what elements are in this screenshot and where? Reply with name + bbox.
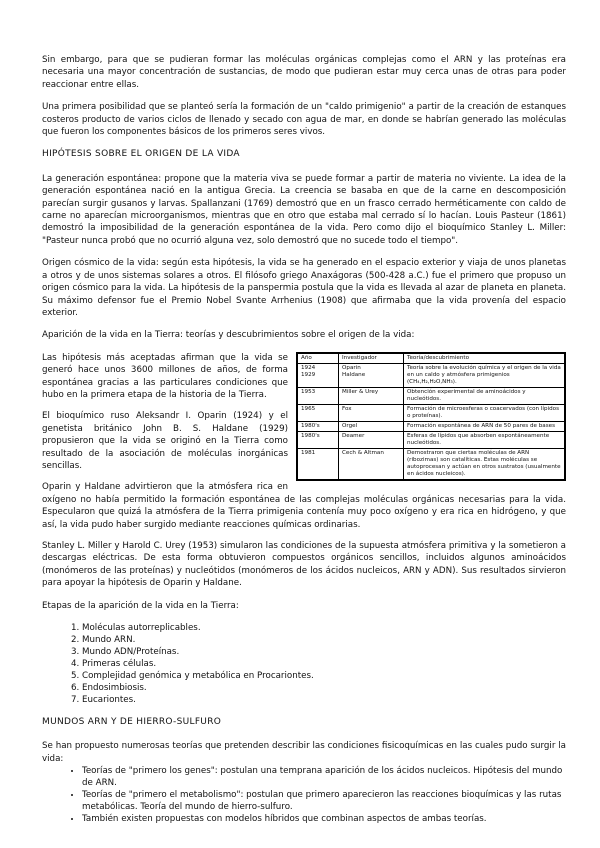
table-cell: Orgel [339, 421, 404, 431]
paragraph: Se han propuesto numerosas teorías que pretenden describir las condiciones fisicoquímicas en las cuales pudo surgir la vida: [42, 741, 566, 764]
table-cell: Esferas de lípidos que absorben espontáneamente nucleótidos. [404, 431, 565, 448]
paragraph: La generación espontánea: propone que la materia viva se puede formar a partir de materia no viviente. La idea de la generación espontánea nació en la antigua Grecia. La creencia se basaba en que de la carne en descomposición parecían surgir gusanos y larvas. Spallanzani (1769) demostró que en un frasco cerrado herméticamente con caldo de carne no aparecían microorganismos, mientras que en otro que estaba mal cerrado sí lo hacían. Louis Pasteur (1861) demostró la imposibilidad de la generación espontánea de la vida. Pero como dijo el bioquímico Stanley L. Miller: "Pasteur nunca probó que no ocurrió alguna vez, solo demostró que no sucede todo el tiempo". [42, 173, 566, 246]
table-cell: Obtención experimental de aminoácidos y nucleótidos. [404, 387, 565, 404]
stages-list [42, 622, 566, 706]
table-header-cell: Año [298, 353, 339, 363]
list-item: • También existen propuestas con modelos híbridos que combinan aspectos de ambas teorías. [82, 813, 566, 825]
table-row [298, 448, 565, 479]
table-cell: Teoría sobre la evolución química y el origen de la vida en un caldo y atmósfera primigenios (CH₄,H₂,H₂O,NH₃). [404, 363, 565, 387]
table-section [42, 352, 566, 540]
table-row [298, 387, 565, 404]
list-item: • Teorías de "primero los genes": postulan una temprana aparición de los ácidos nucleicos. Hipótesis del mundo de ARN. [82, 765, 566, 789]
table-cell: 1953 [298, 387, 339, 404]
theories-list [42, 765, 566, 825]
list-item: 4. Primeras células. [82, 658, 566, 670]
list-item: 1. Moléculas autorreplicables. [82, 622, 566, 634]
table-header-cell: Teoría/descubrimiento [404, 353, 565, 363]
paragraph: Oparin y Haldane advirtieron que la atmósfera rica en oxígeno no había permitido la formación espontánea de las complejas moléculas orgánicas necesarias para la vida. Especularon que quizá la atmósfera de la Tierra primigenia contenía muy poco oxígeno y era rica en hidrógeno, y que así, la vida pudo haber surgido mediante reacciones químicas ordinarias. [42, 482, 566, 530]
paragraph: Las hipótesis más aceptadas afirman que la vida se generó hace unos 3600 millones de años, de forma espontánea gracias a las particulares condiciones que hubo en la primera etapa de la historia de la Tierra. [42, 352, 288, 400]
table-cell: Miller & Urey [339, 387, 404, 404]
list-item: 7. Eucariontes. [82, 694, 566, 706]
list-item: • Teorías de "primero el metabolismo": postulan que primero aparecieron las reacciones bioquímicas y las rutas metabólicas. Teoría del mundo de hierro-sulfuro. [82, 789, 566, 813]
table-cell: Fox [339, 404, 404, 421]
paragraph: Etapas de la aparición de la vida en la Tierra: [42, 600, 239, 611]
table-cell: 1980's [298, 431, 339, 448]
table-cell: Demostraron que ciertas moléculas de ARN (ribozimas) son catalíticas. Estas moléculas se autoprocesan y actúan en otros sustratos (usualmente en ácidos nucleicos). [404, 448, 565, 479]
paragraph: El bioquímico ruso Aleksandr I. Oparin (1924) y el genetista británico John B. S. Haldane (1929) propusieron que la vida se originó en la Tierra como resultado de la asociación de moléculas inorgánicas sencillas. [42, 411, 288, 471]
document-page [42, 54, 566, 825]
section-heading: MUNDOS ARN Y DE HIERRO-SULFURO [42, 717, 222, 728]
paragraph: Una primera posibilidad que se planteó sería la formación de un "caldo primigenio" a partir de la creación de estanques costeros producto de varios ciclos de llenado y secado con agua de mar, en donde se habrían generado las moléculas que fueron los componentes básicos de los primeros seres vivos. [42, 102, 566, 138]
table-header-row [298, 353, 565, 363]
table-cell: Deamer [339, 431, 404, 448]
paragraph: Origen cósmico de la vida: según esta hipótesis, la vida se ha generado en el espacio exterior y viaja de unos planetas a otros y de unos sistemas solares a otros. El filósofo griego Anaxágoras (500-428 a.C.) fue el primero que propuso un origen cósmico para la vida. La hipótesis de la panspermia postula que la vida es llevada al azar de planeta en planeta. Su máximo defensor fue el Premio Nobel Svante Arrhenius (1908) que afirmaba que la vida provenía del espacio exterior. [42, 258, 566, 318]
table-row [298, 363, 565, 387]
paragraph: Sin embargo, para que se pudieran formar las moléculas orgánicas complejas como el ARN y las proteínas era necesaria una mayor concentración de sustancias, de modo que pudieran estar muy cerca unas de otras para poder reaccionar entre ellas. [42, 55, 566, 90]
paragraph: Stanley L. Miller y Harold C. Urey (1953) simularon las condiciones de la supuesta atmósfera primitiva y la sometieron a descargas eléctricas. De esta forma obtuvieron compuestos orgánicos sencillos, incluidos algunos aminoácidos (monómeros de las proteínas) y nucleótidos (monómeros de los ácidos nucleicos, ARN y ADN). Sus resultados sirvieron para apoyar la hipótesis de Oparin y Haldane. [42, 541, 566, 589]
discoveries-table [296, 352, 566, 481]
table-cell: Formación de microesferas o coacervados (con lípidos o proteínas). [404, 404, 565, 421]
table-cell: Formación espontánea de ARN de 50 pares de bases [404, 421, 565, 431]
table-cell: 1981 [298, 448, 339, 479]
section-heading: HIPÓTESIS SOBRE EL ORIGEN DE LA VIDA [42, 149, 240, 160]
table-row [298, 404, 565, 421]
list-item: 6. Endosimbiosis. [82, 682, 566, 694]
table-cell: 1965 [298, 404, 339, 421]
list-item: 5. Complejidad genómica y metabólica en Procariontes. [82, 670, 566, 682]
table-cell: 1924 1929 [298, 363, 339, 387]
table-row [298, 421, 565, 431]
table-header-cell: Investigador [339, 353, 404, 363]
table-cell: Oparin Haldane [339, 363, 404, 387]
list-item: 3. Mundo ADN/Proteínas. [82, 646, 566, 658]
table-cell: 1980's [298, 421, 339, 431]
table-cell: Cech & Altman [339, 448, 404, 479]
paragraph: Aparición de la vida en la Tierra: teorías y descubrimientos sobre el origen de la vida: [42, 330, 415, 341]
table-row [298, 431, 565, 448]
list-item: 2. Mundo ARN. [82, 634, 566, 646]
